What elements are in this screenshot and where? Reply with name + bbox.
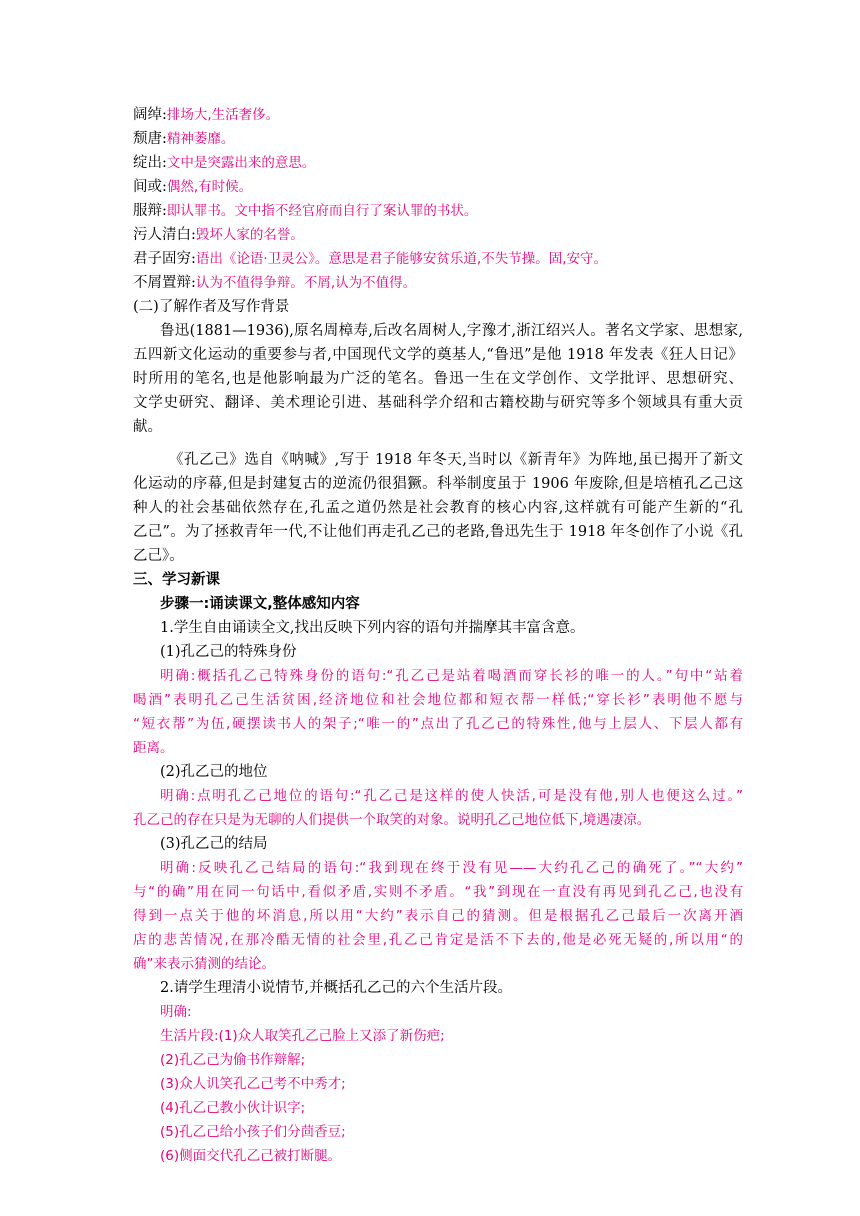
vocab-item xyxy=(133,271,743,295)
background-para-line: 乙己》。 xyxy=(133,548,184,564)
vocab-item xyxy=(133,199,743,223)
vocab-definition: 排场大,生活奢侈。 xyxy=(166,107,280,123)
vocab-term: 绽出: xyxy=(133,155,167,171)
vocab-item xyxy=(133,127,743,151)
segment-item: 生活片段:(1)众人取笑孔乙己脸上又添了新伤疤; xyxy=(160,1028,445,1044)
background-para-line: 乙己”。为了拯救青年一代,不让他们再走孔乙己的老路,鲁迅先生于 1918 年冬创作了小说《孔 xyxy=(133,524,743,540)
background-para-line: 化运动的序幕,但是封建复古的逆流仍很猖獗。科举制度虽于 1906 年废除,但是培植孔乙己这 xyxy=(133,476,743,492)
vocab-term: 不屑置辩: xyxy=(133,275,196,291)
section-heading: (二)了解作者及写作背景 xyxy=(133,299,290,315)
segment-item: (4)孔乙己教小伙计识字; xyxy=(160,1100,306,1116)
answer-line: 明确:反映孔乙己结局的语句:“我到现在终于没有见——大约孔乙己的确死了。”“大约” xyxy=(160,860,743,876)
vocab-definition: 文中是突露出来的意思。 xyxy=(166,155,316,171)
vocab-definition: 即认罪书。文中指不经官府而自行了案认罪的书状。 xyxy=(166,203,478,219)
answer-label: 明确: xyxy=(160,1004,192,1020)
vocab-term: 污人清白: xyxy=(133,227,196,243)
vocab-item xyxy=(133,175,743,199)
vocab-item xyxy=(133,103,743,127)
answer-line: “短衣帮”为伍,硬摆读书人的架子;“唯一的”点出了孔乙己的特殊性,他与上层人、下层人都有 xyxy=(133,716,743,732)
vocab-definition: 偶然,有时候。 xyxy=(166,179,253,195)
vocab-term: 间或: xyxy=(133,179,167,195)
answer-line: 距离。 xyxy=(133,740,174,756)
vocab-term: 阔绰: xyxy=(133,107,167,123)
question-title: (1)孔乙己的特殊身份 xyxy=(160,644,297,660)
author-para-line: 时所用的笔名,也是他影响最为广泛的笔名。鲁迅一生在文学创作、文学批评、思想研究、 xyxy=(133,371,743,387)
segment-item: (3)众人讥笑孔乙己考不中秀才; xyxy=(160,1076,346,1092)
question-title: (3)孔乙己的结局 xyxy=(160,836,268,852)
background-para-line: 种人的社会基础依然存在,孔孟之道仍然是社会教育的核心内容,这样就有可能产生新的“孔 xyxy=(133,500,743,516)
part-heading: 三、学习新课 xyxy=(133,572,220,588)
answer-line: 确”来表示猜测的结论。 xyxy=(133,956,275,972)
answer-line: 得到一点关于他的坏消息,所以用“大约”表示自己的猜测。但是根据孔乙己最后一次离开酒 xyxy=(133,908,743,924)
vocab-item xyxy=(133,223,743,247)
vocab-definition: 毁坏人家的名誉。 xyxy=(195,227,304,243)
task-text: 2.请学生理清小说情节,并概括孔乙己的六个生活片段。 xyxy=(160,980,512,996)
answer-line: 明确:点明孔乙己地位的语句:“孔乙己是这样的使人快活,可是没有他,别人也便这么过。” xyxy=(160,788,743,804)
vocab-item xyxy=(133,247,743,271)
vocab-term: 君子固穷: xyxy=(133,251,196,267)
author-para-line: 文学史研究、翻译、美术理论引进、基础科学介绍和古籍校勘与研究等多个领域具有重大贡 xyxy=(133,395,743,411)
author-para-line: 献。 xyxy=(133,419,162,435)
vocab-definition: 语出《论语·卫灵公》。意思是君子能够安贫乐道,不失节操。固,安守。 xyxy=(195,251,608,267)
background-para-line: 《孔乙己》选自《呐喊》,写于 1918 年冬天,当时以《新青年》为阵地,虽已揭开了新文 xyxy=(169,452,743,468)
segment-item: (5)孔乙己给小孩子们分茴香豆; xyxy=(160,1124,346,1140)
author-para-line: 五四新文化运动的重要参与者,中国现代文学的奠基人,“鲁迅”是他 1918 年发表《狂人日记》 xyxy=(133,347,743,363)
segment-item: (2)孔乙己为偷书作辩解; xyxy=(160,1052,306,1068)
task-text: 1.学生自由诵读全文,找出反映下列内容的语句并揣摩其丰富含意。 xyxy=(160,620,585,636)
vocab-term: 颓唐: xyxy=(133,131,167,147)
answer-line: 与“的确”用在同一句话中,看似矛盾,实则不矛盾。“我”到现在一直没有再见到孔乙己,也没有 xyxy=(133,884,743,900)
author-para-line: 鲁迅(1881—1936),原名周樟寿,后改名周树人,字豫才,浙江绍兴人。著名文学家、思想家, xyxy=(160,323,743,339)
vocab-item xyxy=(133,151,743,175)
vocab-definition: 认为不值得争辩。不屑,认为不值得。 xyxy=(195,275,417,291)
answer-line: 孔乙己的存在只是为无聊的人们提供一个取笑的对象。说明孔乙己地位低下,境遇凄凉。 xyxy=(133,812,651,828)
answer-line: 明确:概括孔乙己特殊身份的语句:“孔乙己是站着喝酒而穿长衫的唯一的人。”句中“站着 xyxy=(160,668,743,684)
answer-line: 店的悲苦情况,在那冷酷无情的社会里,孔乙己肯定是活不下去的,他是必死无疑的,所以用“的 xyxy=(133,932,743,948)
vocab-definition: 精神萎靡。 xyxy=(166,131,235,147)
vocab-term: 服辩: xyxy=(133,203,167,219)
segment-item: (6)侧面交代孔乙己被打断腿。 xyxy=(160,1148,342,1164)
answer-line: 喝酒”表明孔乙己生活贫困,经济地位和社会地位都和短衣帮一样低;“穿长衫”表明他不愿与 xyxy=(133,692,743,708)
question-title: (2)孔乙己的地位 xyxy=(160,764,268,780)
step-heading: 步骤一:诵读课文,整体感知内容 xyxy=(160,596,360,612)
